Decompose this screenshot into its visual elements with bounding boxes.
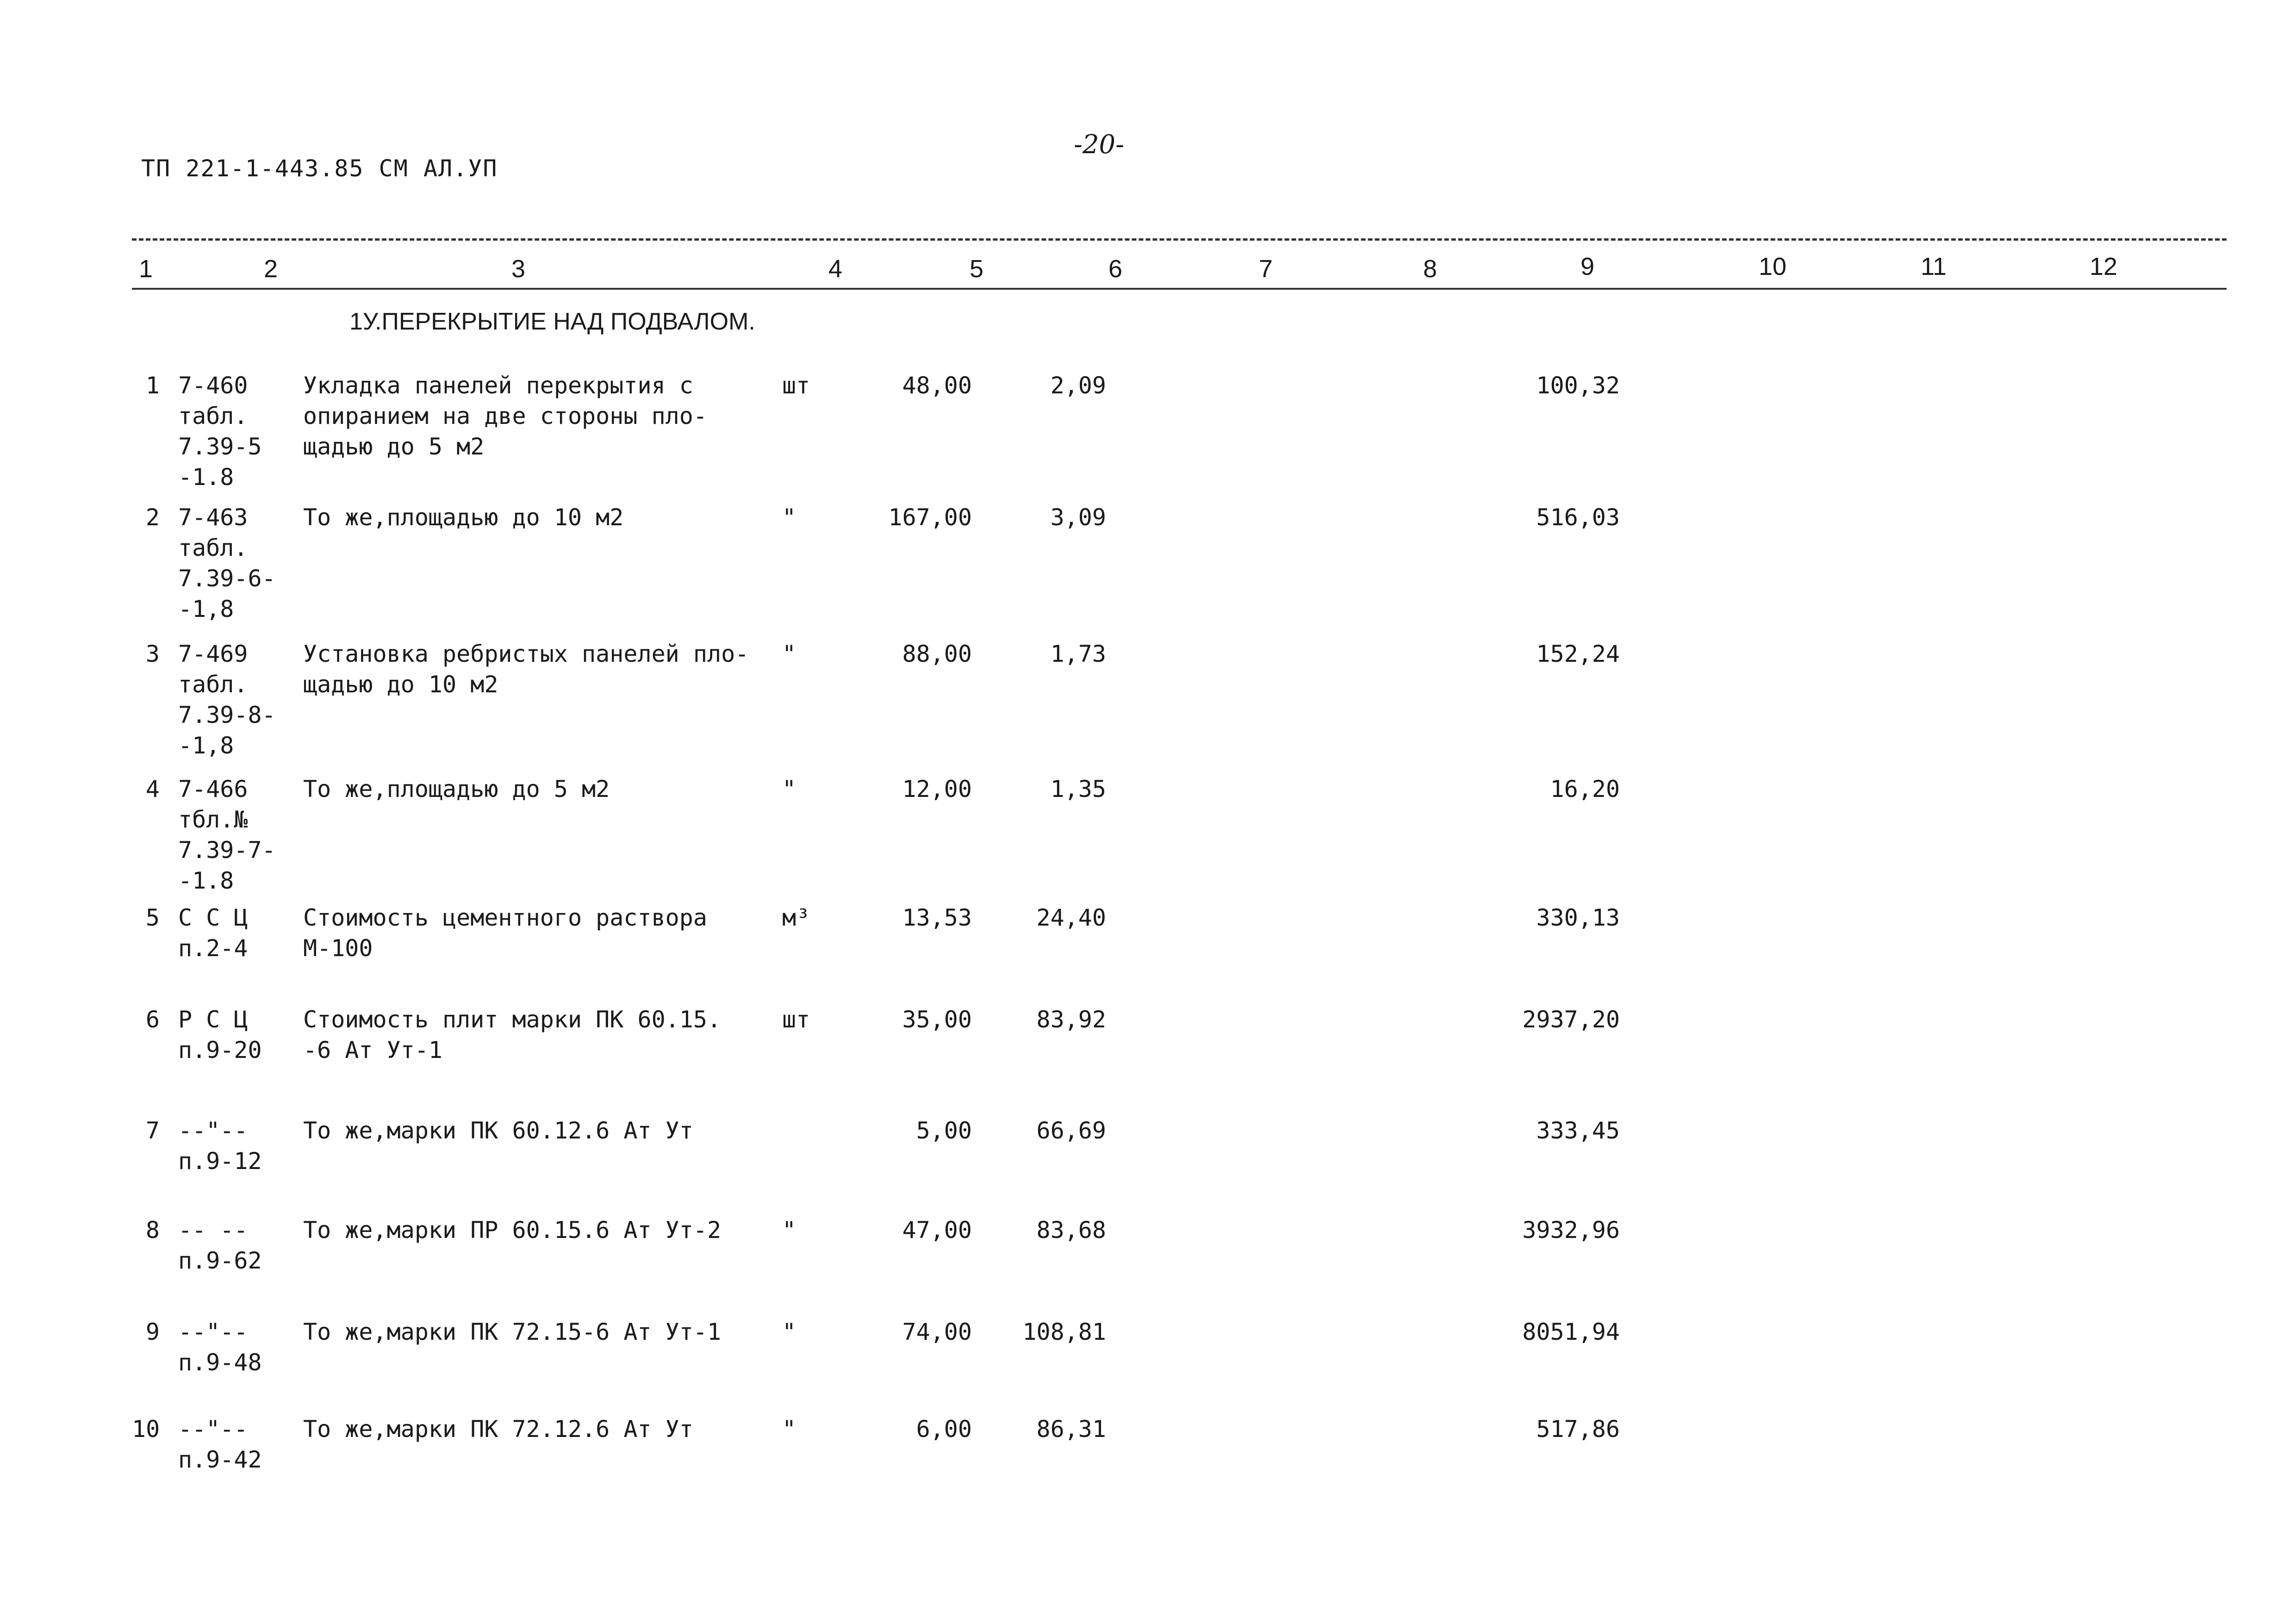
col-header-6: 6 — [1108, 255, 1123, 283]
cell-unit: шт — [782, 372, 810, 399]
cell-code: 7-469 табл. 7.39-8- -1,8 — [178, 640, 276, 759]
cell-unit: " — [782, 776, 796, 802]
cell-desc: То же,площадью до 5 м2 — [303, 776, 610, 802]
cell-total: 517,86 — [1536, 1416, 1620, 1443]
cell-total: 330,13 — [1536, 904, 1620, 931]
col-header-2: 2 — [264, 255, 278, 283]
col-header-7: 7 — [1259, 255, 1273, 283]
cell-price: 83,92 — [1036, 1006, 1106, 1033]
cell-desc: То же,марки ПК 60.12.6 Ат Ут — [303, 1117, 693, 1144]
cell-desc: То же,марки ПК 72.12.6 Ат Ут — [303, 1416, 693, 1443]
cell-qty: 5,00 — [916, 1117, 972, 1144]
cell-desc: Установка ребристых панелей пло- щадью до 10 м2 — [303, 640, 749, 698]
col-header-3: 3 — [511, 255, 526, 283]
cell-price: 2,09 — [1050, 372, 1106, 399]
cell-unit: " — [782, 1416, 796, 1443]
cell-desc: Укладка панелей перекрытия с опиранием на две стороны пло- щадью до 5 м2 — [303, 372, 707, 460]
cell-n: 7 — [145, 1117, 160, 1144]
cell-desc: То же,площадью до 10 м2 — [303, 504, 624, 531]
col-header-4: 4 — [828, 255, 843, 283]
cell-n: 4 — [145, 776, 160, 802]
cell-total: 152,24 — [1536, 640, 1620, 667]
cell-qty: 35,00 — [902, 1006, 972, 1033]
col-header-10: 10 — [1759, 253, 1787, 280]
cell-qty: 74,00 — [902, 1318, 972, 1345]
col-header-8: 8 — [1423, 255, 1437, 283]
cell-desc: То же,марки ПР 60.15.6 Ат Ут-2 — [303, 1217, 722, 1244]
cell-price: 24,40 — [1036, 904, 1106, 931]
cell-unit: " — [782, 504, 796, 531]
section-title: 1У.ПЕРЕКРЫТИЕ НАД ПОДВАЛОМ. — [349, 308, 755, 335]
cell-n: 5 — [145, 904, 160, 931]
cell-n: 9 — [145, 1318, 160, 1345]
cell-n: 2 — [145, 504, 160, 531]
cell-price: 66,69 — [1036, 1117, 1106, 1144]
table-header-rule — [132, 288, 2227, 290]
cell-desc: Стоимость цементного раствора М-100 — [303, 904, 707, 962]
cell-n: 3 — [145, 640, 160, 667]
cell-code: С С Ц п.2-4 — [178, 904, 248, 962]
cell-unit: " — [782, 1318, 796, 1345]
cell-code: 7-463 табл. 7.39-6- -1,8 — [178, 504, 276, 622]
cell-n: 6 — [145, 1006, 160, 1033]
cell-code: Р С Ц п.9-20 — [178, 1006, 262, 1063]
cell-qty: 6,00 — [916, 1416, 972, 1443]
col-header-9: 9 — [1580, 253, 1595, 280]
cell-unit: шт — [782, 1006, 810, 1033]
cell-price: 3,09 — [1050, 504, 1106, 531]
cell-unit: " — [782, 640, 796, 667]
cell-code: --"-- п.9-48 — [178, 1318, 262, 1376]
col-header-5: 5 — [970, 255, 984, 283]
cell-qty: 88,00 — [902, 640, 972, 667]
cell-unit: м³ — [782, 904, 810, 931]
cell-price: 108,81 — [1022, 1318, 1106, 1345]
document-code: ТП 221-1-443.85 СМ АЛ.УП — [141, 155, 498, 182]
cell-total: 100,32 — [1536, 372, 1620, 399]
cell-price: 1,35 — [1050, 776, 1106, 802]
cell-code: --"-- п.9-42 — [178, 1416, 262, 1473]
cell-price: 1,73 — [1050, 640, 1106, 667]
cell-total: 8051,94 — [1522, 1318, 1620, 1345]
cell-total: 2937,20 — [1522, 1006, 1620, 1033]
cell-code: --"-- п.9-12 — [178, 1117, 262, 1175]
cell-n: 8 — [145, 1217, 160, 1244]
cell-total: 16,20 — [1550, 776, 1620, 802]
cell-n: 10 — [132, 1416, 160, 1443]
cell-total: 333,45 — [1536, 1117, 1620, 1144]
cell-price: 83,68 — [1036, 1217, 1106, 1244]
cell-price: 86,31 — [1036, 1416, 1106, 1443]
cell-code: 7-466 тбл.№ 7.39-7- -1.8 — [178, 776, 276, 894]
cell-qty: 47,00 — [902, 1217, 972, 1244]
table-top-rule — [132, 238, 2227, 241]
cell-qty: 48,00 — [902, 372, 972, 399]
cell-qty: 167,00 — [888, 504, 972, 531]
cell-total: 516,03 — [1536, 504, 1620, 531]
cell-qty: 13,53 — [902, 904, 972, 931]
cell-desc: Стоимость плит марки ПК 60.15. -6 Ат Ут-1 — [303, 1006, 722, 1063]
cell-unit: " — [782, 1217, 796, 1244]
cell-qty: 12,00 — [902, 776, 972, 802]
col-header-11: 11 — [1921, 253, 1947, 280]
col-header-12: 12 — [2090, 253, 2118, 280]
cell-desc: То же,марки ПК 72.15-6 Ат Ут-1 — [303, 1318, 722, 1345]
page-number: -20- — [1074, 130, 1125, 160]
cell-total: 3932,96 — [1522, 1217, 1620, 1244]
cell-code: 7-460 табл. 7.39-5 -1.8 — [178, 372, 262, 491]
cell-n: 1 — [145, 372, 160, 399]
cell-code: -- -- п.9-62 — [178, 1217, 262, 1274]
col-header-1: 1 — [139, 255, 153, 283]
